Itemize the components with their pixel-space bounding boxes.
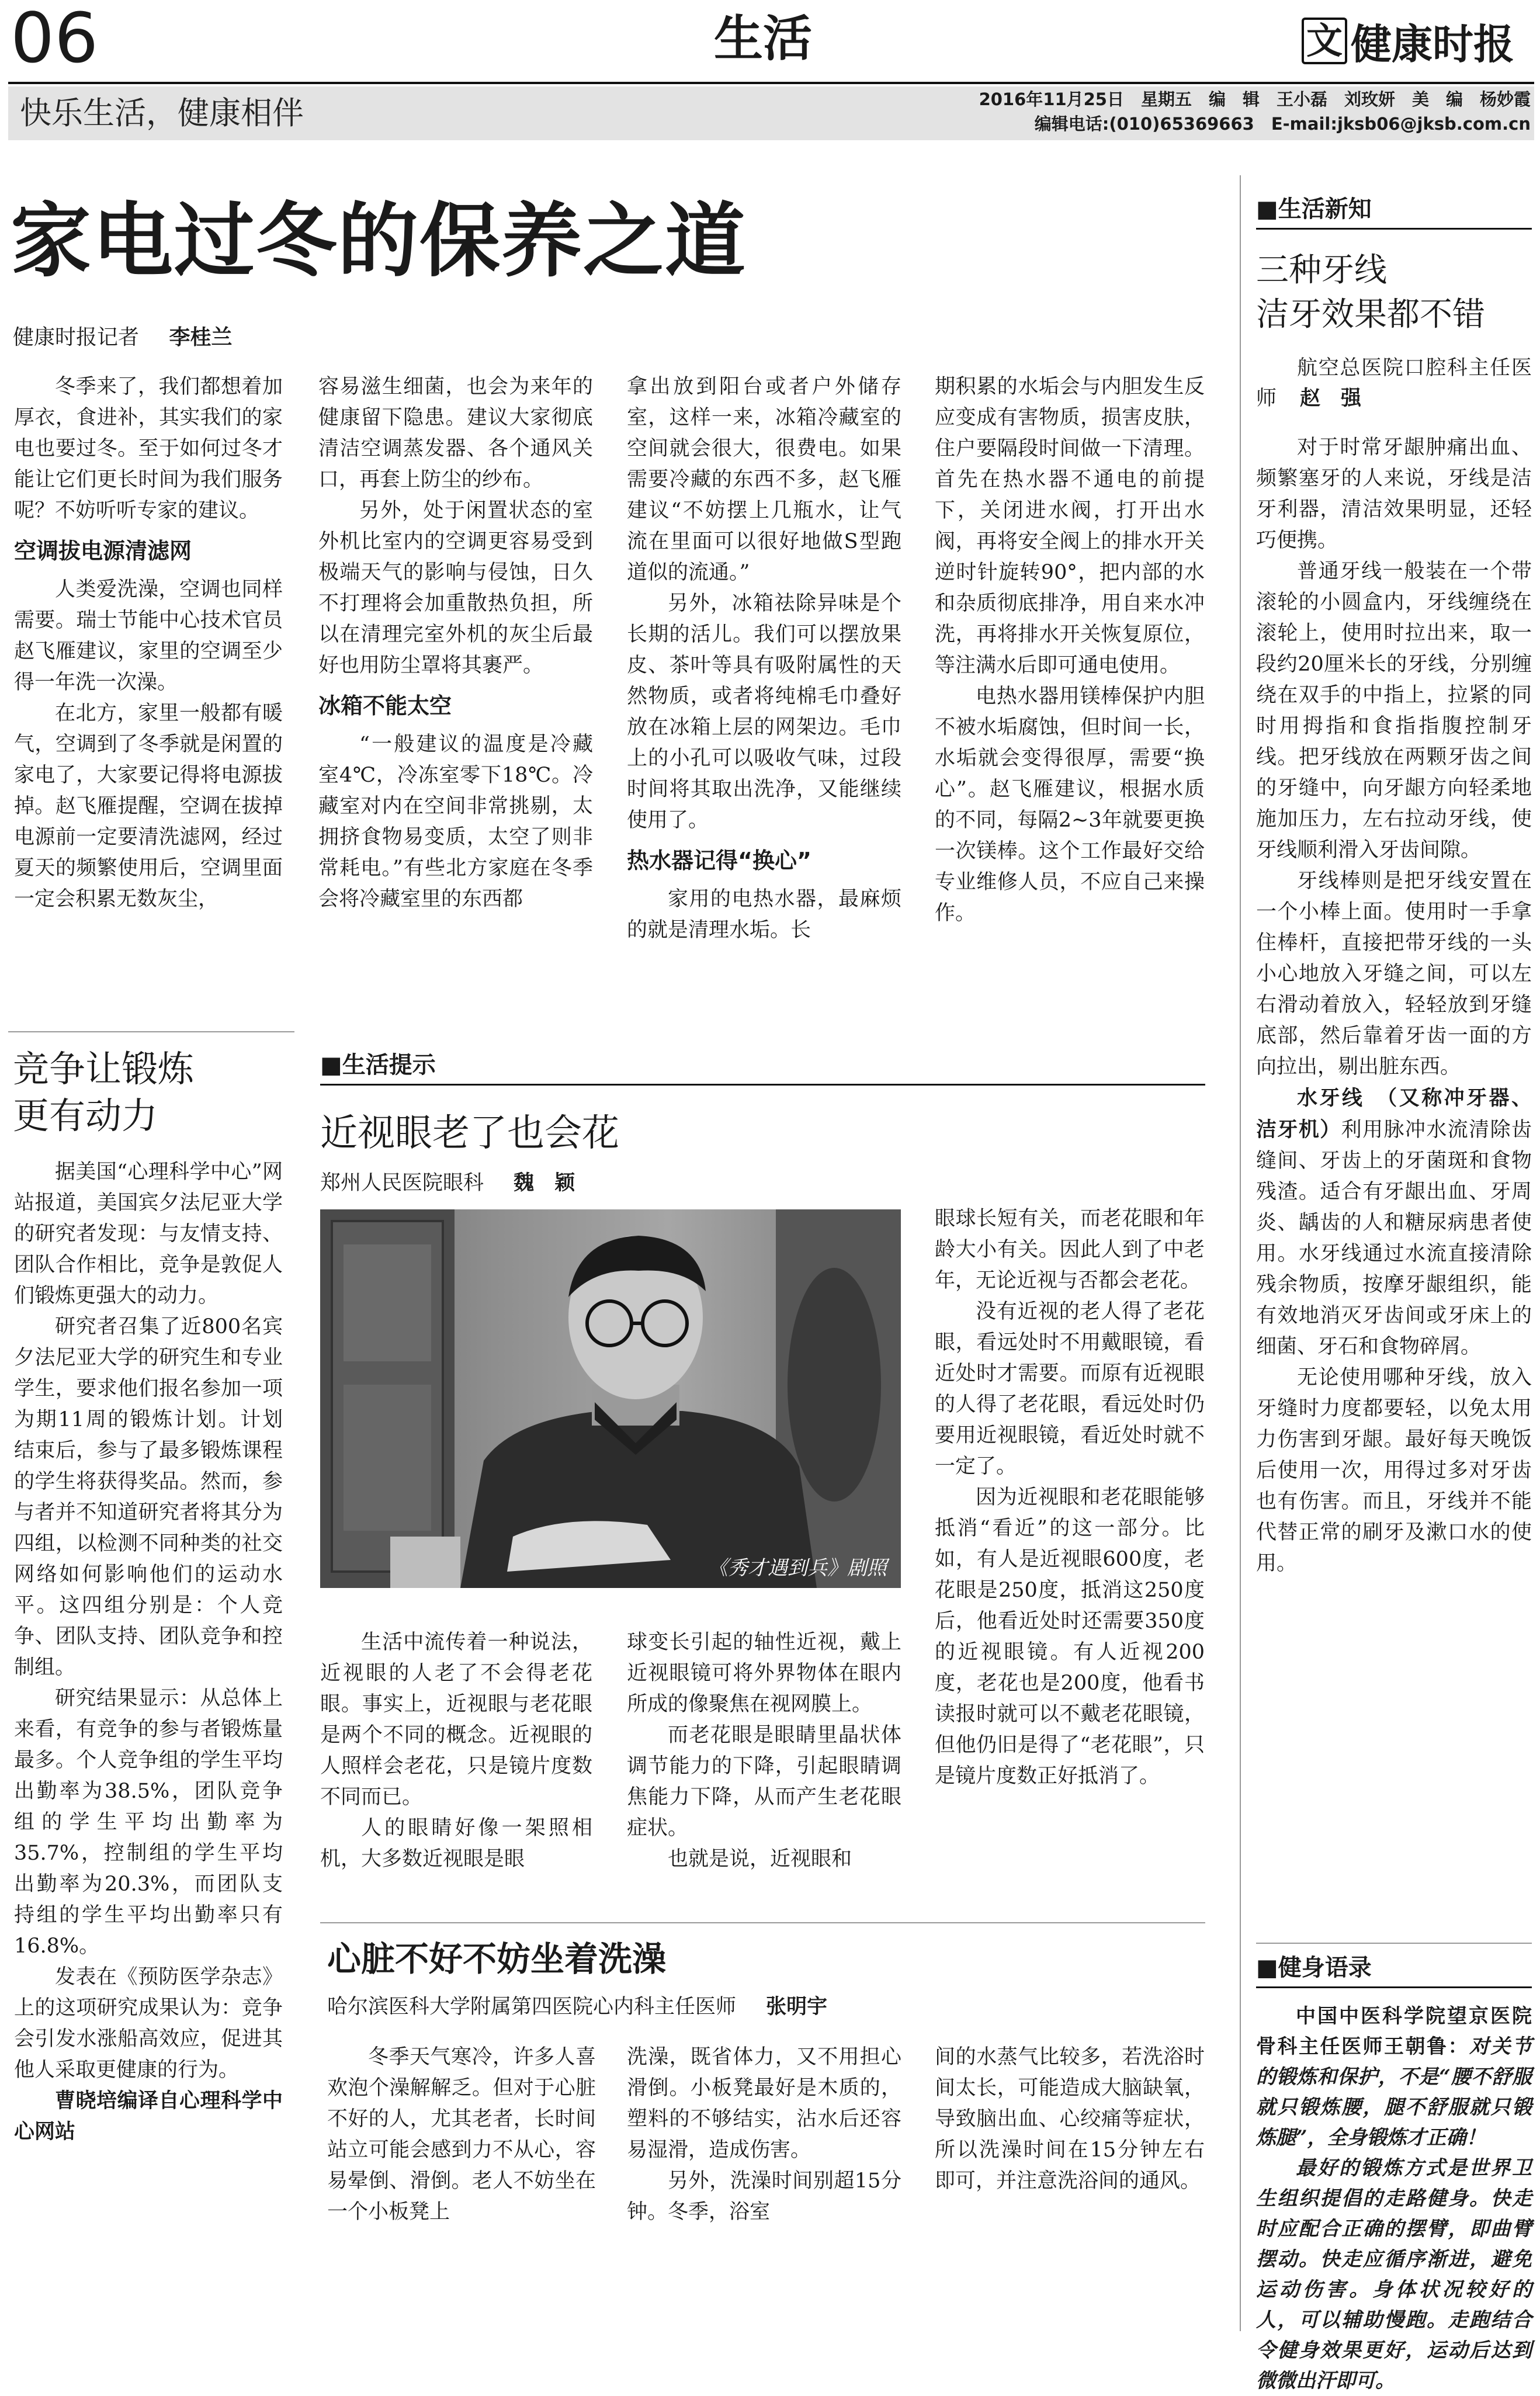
paragraph: 另外，处于闲置状态的室外机比室内的空调更容易受到极端天气的影响与侵蚀，日久不打理将会加重散热负担，所以在清理完室外机的灰尘后最好也用防尘罩将其裹严。 <box>318 499 593 677</box>
paragraph: 拿出放到阳台或者户外储存室，这样一来，冰箱冷藏室的空间就会很大，很费电。如果需要冷藏的东西不多，赵飞雁建议“不妨摆上几瓶水，让气流在里面可以很好地做S型跑道似的流通。” <box>627 375 901 584</box>
paragraph: 眼球长短有关，而老花眼和年龄大小有关。因此人到了中老年，无论近视与否都会老花。 <box>935 1207 1205 1292</box>
heart-col-3 <box>935 2042 1205 2197</box>
paragraph: 电热水器用镁棒保护内胆不被水垢腐蚀，但时间一长，水垢就会变得很厚，需要“换心”。赵飞雁建议，根据水质的不同，每隔2~3年就要更换一次镁棒。这个工作最好交给专业维修人员，不应自己来操作。 <box>935 685 1205 925</box>
competition-body <box>14 1157 283 2148</box>
column-divider <box>1240 175 1241 2331</box>
main-byline <box>13 323 232 352</box>
title-line: 三种牙线 <box>1256 251 1387 289</box>
paragraph: 人类爱洗澡，空调也同样需要。瑞士节能中心技术官员赵飞雁建议，家里的空调至少得一年洗一次澡。 <box>14 578 283 694</box>
quote-text: 对关节的锻炼和保护，不是“腰不舒服就只锻炼腰，腿不舒服就只锻炼腿”，全身锻炼才正确！ <box>1256 2035 1532 2149</box>
paragraph <box>1256 1083 1532 1362</box>
logo-text: 健康时报 <box>1351 20 1515 68</box>
paragraph: 据美国“心理科学中心”网站报道，美国宾夕法尼亚大学的研究者发现：与友情支持、团队合作相比，竞争是敦促人们锻炼更强大的动力。 <box>14 1160 283 1308</box>
tips-rule <box>320 1084 1205 1086</box>
paragraph: 期积累的水垢会与内胆发生反应变成有害物质，损害皮肤，住户要隔段时间做一下清理。首先在热水器不通电的前提下，关闭进水阀，打开出水阀，再将安全阀上的排水开关逆时针旋转90°，把内部的水和杂质彻底排净，用自来水冲洗，再将排水开关恢复原位，等注满水后即可通电使用。 <box>935 375 1205 677</box>
byline-org: 航空总医院口腔科主任医师 <box>1256 356 1532 410</box>
slogan: 快乐生活，健康相伴 <box>20 95 304 131</box>
title-line: 洁牙效果都不错 <box>1256 296 1485 334</box>
section-divider <box>320 1922 1205 1923</box>
tips-col-right <box>935 1204 1205 1792</box>
floss-title <box>1256 248 1485 337</box>
heart-col-1 <box>327 2042 596 2228</box>
paragraph: “一般建议的温度是冷藏室4℃，冷冻室零下18℃。冷藏室对内在空间非常挑剔，太拥挤食物易变质，太空了则非常耗电。”有些北方家庭在冬季会将冷藏室里的东西都 <box>318 733 593 911</box>
paragraph: 人的眼睛好像一架照相机，大多数近视眼是眼 <box>320 1816 592 1871</box>
paragraph: 因为近视眼和老花眼能够抵消“看近”的这一部分。比如，有人是近视眼600度，老花眼是250度，抵消这250度后，他看近处时还需要350度的近视眼镜。有人近视200度，老花也是200度，他看书读报时就可以不戴老花眼镜，但他仍旧是得了“老花眼”，只是镜片度数正好抵消了。 <box>935 1486 1205 1788</box>
section-divider <box>1256 1943 1532 1944</box>
paragraph: 普通牙线一般装在一个带滚轮的小圆盒内，牙线缠绕在滚轮上，使用时拉出来，取一段约20厘米长的牙线，分别缠绕在双手的中指上，拉紧的同时用拇指和食指指腹控制牙线。把牙线放在两颗牙齿之间的牙缝中，向牙龈方向轻柔地施加压力，左右拉动牙线，使牙线顺利滑入牙齿间隙。 <box>1256 560 1532 862</box>
paragraph: 家用的电热水器，最麻烦的就是清理水垢。长 <box>627 887 901 942</box>
byline-name: 张明宇 <box>766 1995 828 2019</box>
main-col-4 <box>935 372 1205 929</box>
water-floss-label: 水牙线 （又称冲牙器、洁牙机） <box>1256 1086 1532 1142</box>
byline-org: 郑州人民医院眼科 <box>320 1171 484 1195</box>
competition-title <box>13 1046 194 1139</box>
paragraph: 生活中流传着一种说法，近视眼的人老了不会得老花眼。事实上，近视眼与老花眼是两个不同的概念。近视眼的人照样会老花，只是镜片度数不同而已。 <box>320 1631 592 1809</box>
fitness-rule <box>1256 1986 1532 1988</box>
tips-col-1 <box>320 1627 592 1875</box>
heart-col-2 <box>627 2042 901 2228</box>
paragraph: 洗澡，既省体力，又不用担心滑倒。小板凳最好是木质的，塑料的不够结实，沾水后还容易湿滑，造成伤害。 <box>627 2045 901 2162</box>
main-col-3 <box>627 372 901 946</box>
paragraph: 最好的锻炼方式是世界卫生组织提倡的走路健身。快走时应配合正确的摆臂，即曲臂摆动。快走应循序渐进，避免运动伤害。身体状况较好的人，可以辅助慢跑。走跑结合令健身效果更好，运动后达到微微出汗即可。 <box>1256 2156 1532 2392</box>
credit: 曹晓培编译自心理科学中心网站 <box>14 2089 283 2144</box>
byline-org: 哈尔滨医科大学附属第四医院心内科主任医师 <box>327 1995 737 2019</box>
byline-label: 健康时报记者 <box>13 325 140 349</box>
paragraph: 也就是说，近视眼和 <box>668 1847 852 1871</box>
photo-illustration <box>320 1209 901 1588</box>
page-number: 06 <box>11 0 99 78</box>
paragraph: 另外，冰箱祛除异味是个长期的活儿。我们可以摆放果皮、茶叶等具有吸附属性的天然物质，或者将纯棉毛巾叠好放在冰箱上层的网架边。毛巾上的小孔可以吸收气味，过段时间将其取出洗净，又能继续使用了。 <box>627 592 901 832</box>
main-col-2 <box>318 372 593 915</box>
header-info-line1: 2016年11月25日 星期五 编 辑 王小磊 刘玫妍 美 编 杨妙霞 <box>979 89 1531 109</box>
subheading: 热水器记得“换心” <box>627 848 811 873</box>
paragraph-text: 利用脉冲水流清除齿缝间、牙齿上的牙菌斑和食物残渣。适合有牙龈出血、牙周炎、龋齿的人和糖尿病患者使用。水牙线通过水流直接清除残余物质，按摩牙龈组织，能有效地消灭牙齿间或牙床上的细菌、牙石和食物碎屑。 <box>1256 1118 1532 1358</box>
tips-col-2 <box>627 1627 901 1875</box>
fitness-section-label: ■健身语录 <box>1256 1954 1372 1981</box>
byline-name: 魏 颖 <box>514 1171 575 1195</box>
paragraph: 冬季来了，我们都想着加厚衣，食进补，其实我们的家电也要过冬。至于如何过冬才能让它们更长时间为我们服务呢？不妨听听专家的建议。 <box>14 375 283 522</box>
paragraph: 没有近视的老人得了老花眼，看远处时不用戴眼镜，看近处时才需要。而原有近视眼的人得了老花眼，看远处时仍要用近视眼镜，看近处时就不一定了。 <box>935 1300 1205 1478</box>
paragraph: 球变长引起的轴性近视，戴上近视眼镜可将外界物体在眼内所成的像聚焦在视网膜上。 <box>627 1631 901 1716</box>
header-rule <box>8 82 1534 84</box>
tips-title: 近视眼老了也会花 <box>320 1112 619 1155</box>
tips-byline <box>320 1168 575 1198</box>
section-name: 生活 <box>714 10 813 67</box>
speaker: 中国中医科学院望京医院骨科主任医师王朝鲁： <box>1256 2005 1532 2058</box>
paragraph: 研究结果显示：从总体上来看，有竞争的参与者锻炼量最多。个人竞争组的学生平均出勤率为38.5%，团队竞争组的学生平均出勤率为35.7%，控制组的学生平均出勤率为20.3%，而团队支持组的学生平均出勤率只有16.8%。 <box>14 1687 283 1958</box>
header-info-line2: 编辑电话:(010)65369663 E-mail:jksb06@jksb.com.cn <box>1034 114 1531 134</box>
floss-byline <box>1256 353 1532 414</box>
photo-caption: 《秀才遇到兵》剧照 <box>708 1556 887 1580</box>
paragraph: 在北方，家里一般都有暖气，空调到了冬季就是闲置的家电了，大家要记得将电源拔掉。赵飞雁提醒，空调在拔掉电源前一定要清洗滤网，经过夏天的频繁使用后，空调里面一定会积累无数灰尘， <box>14 702 283 911</box>
byline-name: 李桂兰 <box>169 325 233 349</box>
subheading: 冰箱不能太空 <box>318 693 452 719</box>
paragraph: 冬季天气寒冷，许多人喜欢泡个澡解解乏。但对于心脏不好的人，尤其老者，长时间站立可能会感到力不从心，容易晕倒、滑倒。老人不妨坐在一个小板凳上 <box>327 2045 596 2224</box>
paragraph: 对于时常牙龈肿痛出血、频繁塞牙的人来说，牙线是洁牙利器，清洁效果明显，还轻巧便携。 <box>1256 436 1532 552</box>
paragraph: 牙线棒则是把牙线安置在一个小棒上面。使用时一手拿住棒杆，直接把带牙线的一头小心地放入牙缝之间，可以左右滑动着放入，轻轻放到牙缝底部，然后靠着牙齿一面的方向拉出，剔出脏东西。 <box>1256 869 1532 1079</box>
heart-title: 心脏不好不妨坐着洗澡 <box>327 1939 667 1979</box>
section-divider <box>8 1031 294 1032</box>
paragraph: 研究者召集了近800名宾夕法尼亚大学的研究生和专业学生，要求他们报名参加一项为期11周的锻炼计划。计划结束后，参与了最多锻炼课程的学生将获得奖品。然而，参与者并不知道研究者将其分为四组，以检测不同种类的社交网络如何影响他们的运动水平。这四组分别是：个人竞争、团队支持、团队竞争和控制组。 <box>14 1315 283 1679</box>
byline-name: 赵 强 <box>1300 387 1362 410</box>
title-line: 更有动力 <box>13 1094 158 1137</box>
masthead-logo <box>1302 14 1514 68</box>
floss-body <box>1256 432 1532 1579</box>
main-col-1 <box>14 372 283 915</box>
fitness-body <box>1256 2001 1532 2396</box>
subheading: 空调拔电源清滤网 <box>14 538 192 564</box>
paragraph: 无论使用哪种牙线，放入牙缝时力度都要轻，以免太用力伤害到牙龈。最好每天晚饭后使用一次，用得过多对牙齿也有伤害。而且，牙线并不能代替正常的刷牙及漱口水的使用。 <box>1256 1366 1532 1575</box>
logo-mark-icon: 文 <box>1302 18 1347 64</box>
paragraph <box>1256 2001 1532 2153</box>
drama-still-photo <box>320 1209 901 1588</box>
paragraph: 间的水蒸气比较多，若洗浴时间太长，可能造成大脑缺氧，导致脑出血、心绞痛等症状，所以洗澡时间在15分钟左右即可，并注意洗浴间的通风。 <box>935 2045 1205 2193</box>
floss-rule <box>1256 228 1532 230</box>
tips-section-label: ■生活提示 <box>320 1052 436 1079</box>
main-headline: 家电过冬的保养之道 <box>11 193 747 288</box>
paragraph: 容易滋生细菌，也会为来年的健康留下隐患。建议大家彻底清洁空调蒸发器、各个通风关口，再套上防尘的纱布。 <box>318 375 593 491</box>
floss-section-label: ■生活新知 <box>1256 196 1372 223</box>
paragraph: 而老花眼是眼睛里晶状体调节能力的下降，引起眼睛调焦能力下降，从而产生老花眼症状。 <box>627 1724 901 1840</box>
paragraph: 发表在《预防医学杂志》上的这项研究成果认为：竞争会引发水涨船高效应，促进其他人采取更健康的行为。 <box>14 1965 283 2082</box>
heart-byline <box>327 1992 827 2021</box>
title-line: 竞争让锻炼 <box>13 1048 195 1090</box>
paragraph: 另外，洗澡时间别超15分钟。冬季，浴室 <box>627 2169 901 2224</box>
